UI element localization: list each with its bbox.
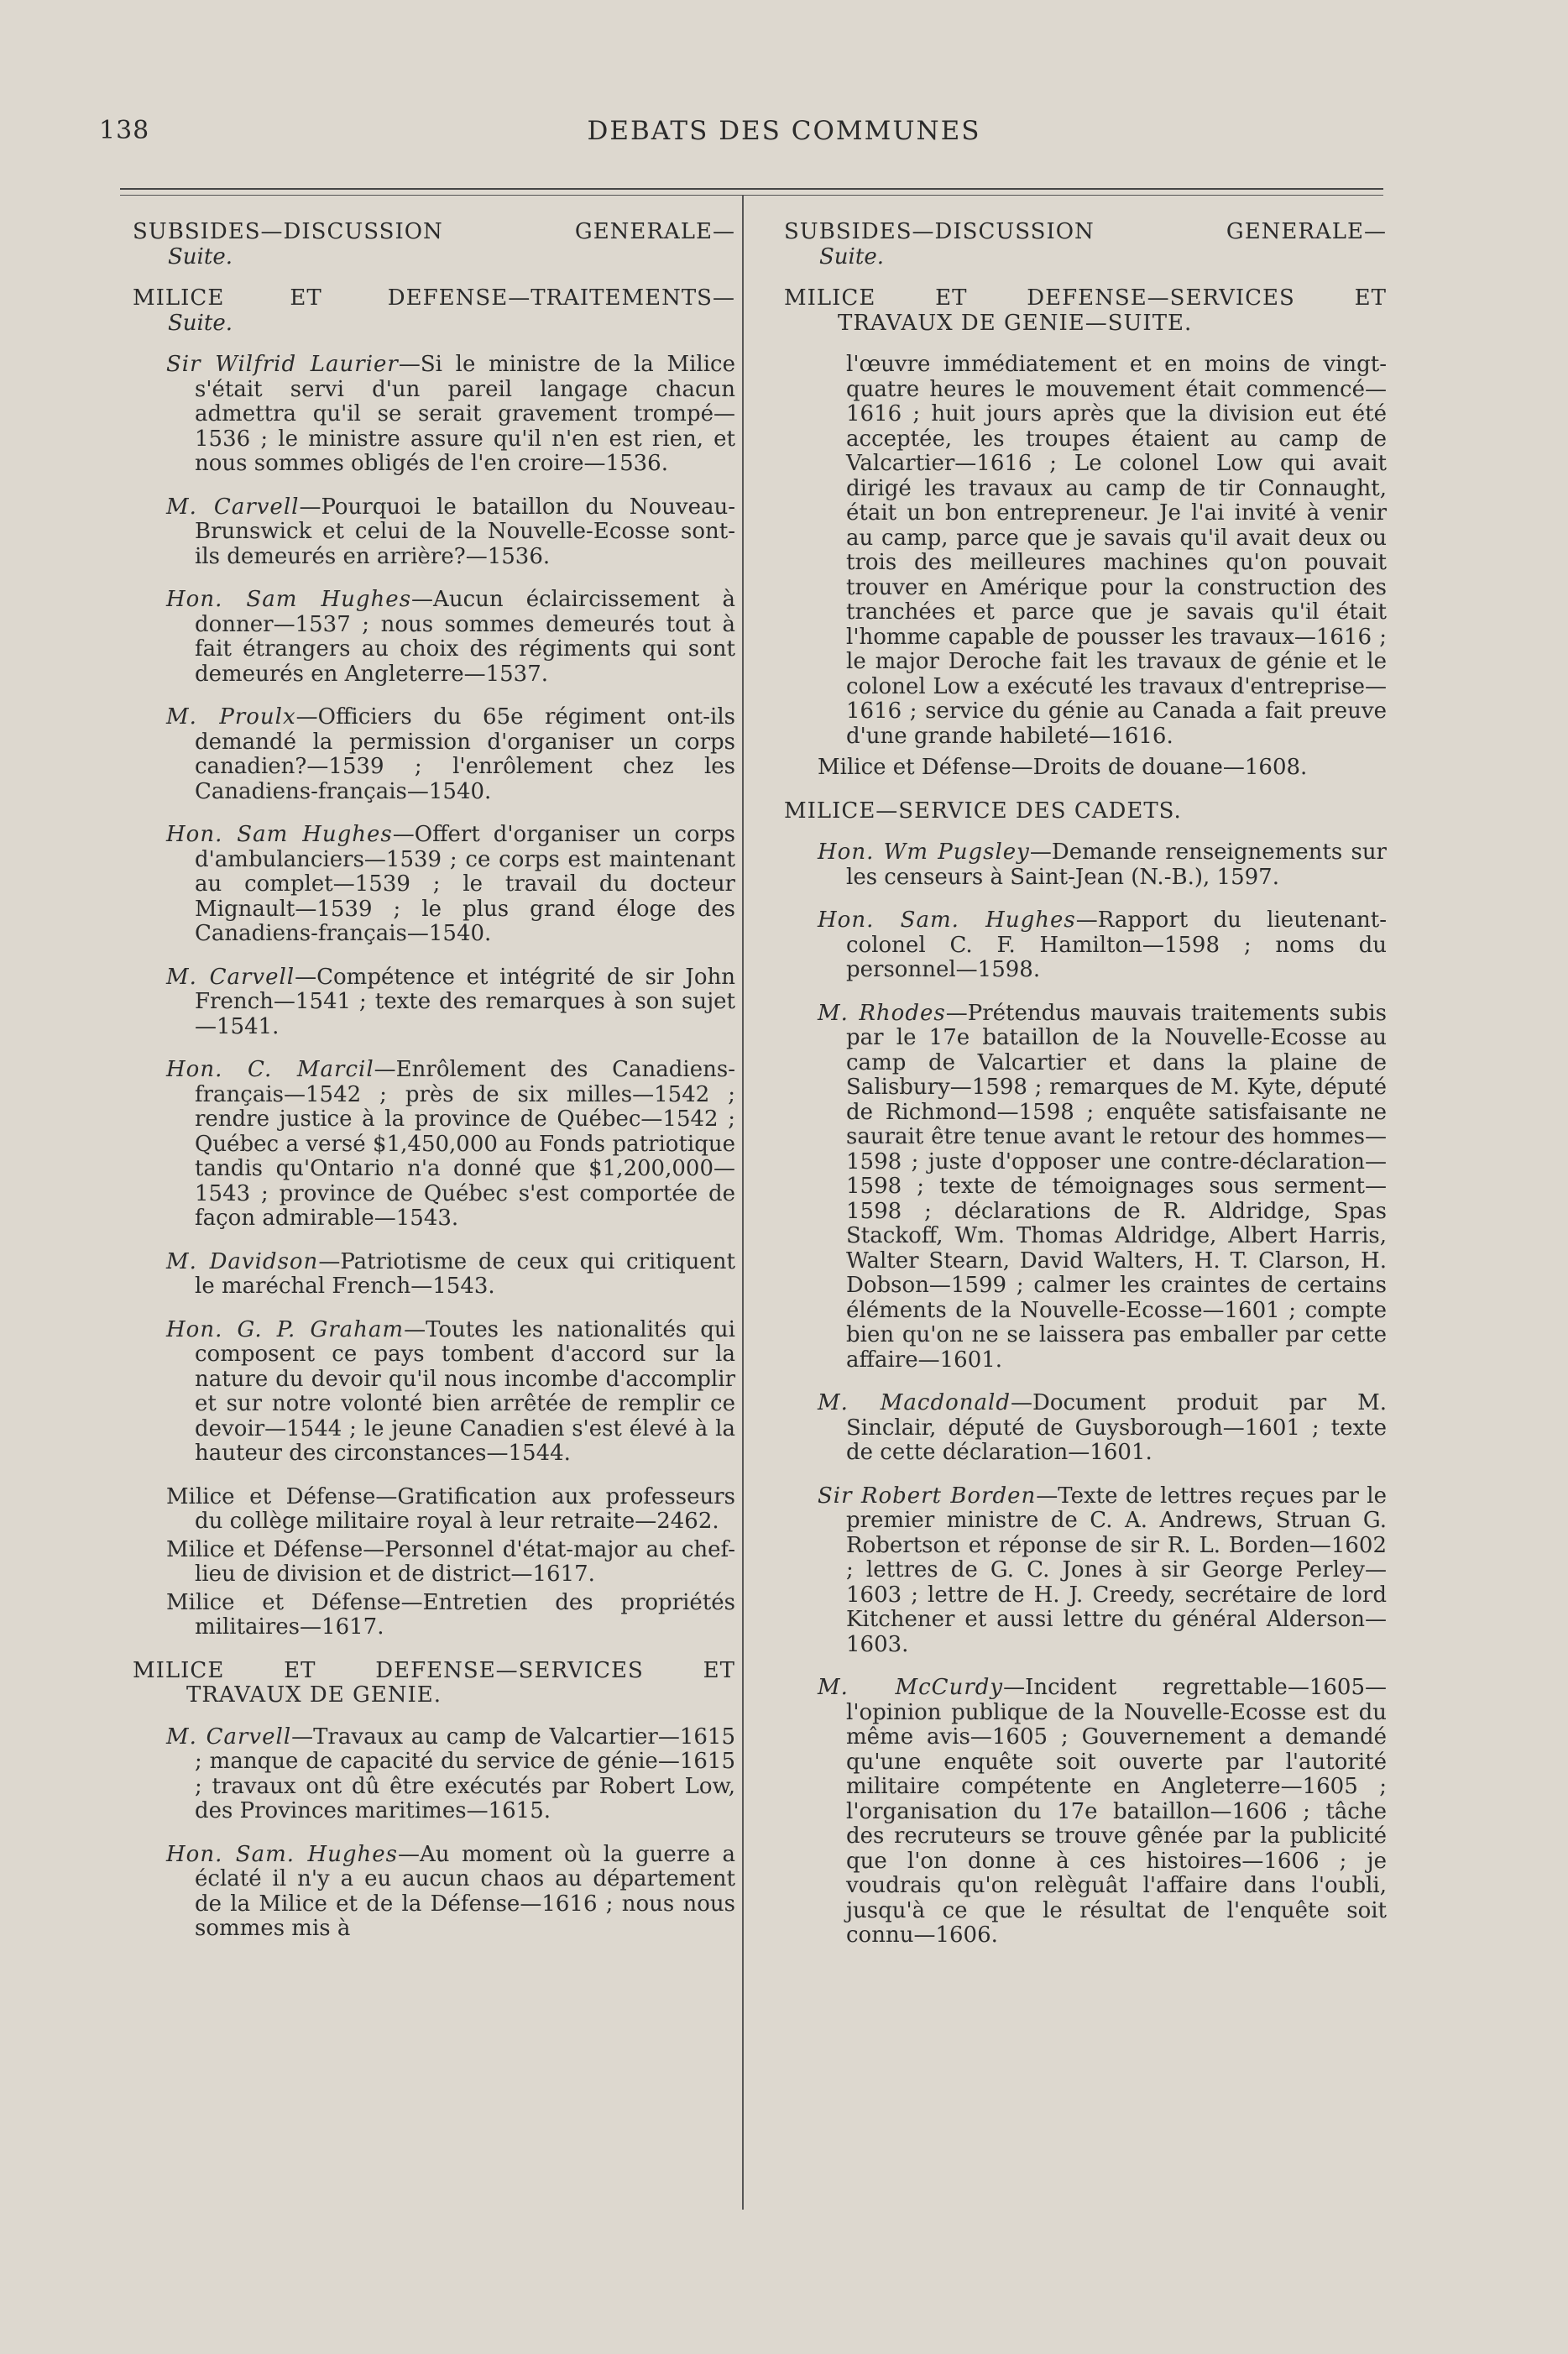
index-entry <box>133 705 735 804</box>
section-suite: Suite. <box>168 243 233 269</box>
entry-text: —Demande renseignements sur les censeurs à Saint-Jean (N.-B.), 1597. <box>846 840 1387 890</box>
section-heading <box>784 286 1387 336</box>
index-entry: Milice et Défense—Personnel d'état-major au chef-lieu de division et de district—1617. <box>166 1536 735 1587</box>
header-rule-thin <box>120 195 1383 196</box>
entry-text: —Compétence et intégrité de sir John French—1541 ; texte des remarques à son sujet—1541. <box>195 964 735 1039</box>
continued-entry-text: l'œuvre immédiatement et en moins de vingt-quatre heures le mouvement était commencé—1616 ; huit jours après que la division eut été acceptée, les troupes étaient au camp de Valcartier—1616 ; Le colonel Low qui avait dirigé les travaux au camp de tir Connaught, était un bon entrepreneur. Je l'ai invité à venir au camp, parce que je savais qu'il avait deux ou trois des meilleures machines qu'on pouvait trouver en Amérique pour la construction des tranchées et parce que je savais qu'il était l'homme capable de pousser les travaux—1616 ; le major Deroche fait les travaux de génie et le colonel Low a exécuté les travaux d'entreprise—1616 ; service du génie au Canada a fait preuve d'une grande habileté—1616. <box>846 352 1387 749</box>
index-entry <box>133 965 735 1040</box>
index-entry <box>133 823 735 947</box>
section-heading <box>133 286 735 336</box>
speaker-name: Sir Robert Borden <box>818 1483 1037 1509</box>
speaker-name: M. Davidson <box>166 1248 319 1274</box>
section-heading <box>784 799 1387 824</box>
entry-text: —Enrôlement des Canadiens-français—1542 ; près de six milles—1542 ; rendre justice à la province de Québec—1542 ; Québec a versé $1,450,000 au Fonds patriotique tandis qu'Ontario n'a donné que $1,200,000—1543 ; province de Québec s'est comportée de façon admirable—1543. <box>195 1057 735 1231</box>
page-number: 138 <box>99 116 150 145</box>
speaker-name: Hon. Sam. Hughes <box>166 1841 398 1867</box>
entry-text: —Si le ministre de la Milice s'était servi d'un pareil langage chacun admettra qu'il se serait gravement trompé—1536 ; le ministre assure qu'il n'en est rien, et nous sommes obligés de l'en croire—1536. <box>195 352 735 476</box>
speaker-name: Hon. Sam Hughes <box>166 587 412 612</box>
speaker-name: M. Carvell <box>166 964 295 990</box>
index-entry <box>133 1058 735 1232</box>
index-entry <box>133 1843 735 1942</box>
entry-text: —Offert d'organiser un corps d'ambulanciers—1539 ; ce corps est maintenant au complet—1539 ; le travail du docteur Mignault—1539 ; le plus grand éloge des Canadiens-français—1540. <box>195 822 736 946</box>
index-entry: Milice et Défense—Gratification aux professeurs du collège militaire royal à leur retraite—2462. <box>166 1483 735 1534</box>
index-entry <box>133 1725 735 1824</box>
speaker-name: M. Carvell <box>166 1724 292 1750</box>
section-title: SUBSIDES—DISCUSSION GENERALE— <box>784 219 1387 244</box>
header-rule <box>120 188 1383 190</box>
index-entry <box>133 1250 735 1300</box>
section-title-line2: TRAVAUX DE GENIE. <box>186 1682 442 1708</box>
index-entry: Milice et Défense—Entretien des propriétés militaires—1617. <box>166 1589 735 1640</box>
index-entry: Milice et Défense—Droits de douane—1608. <box>818 755 1308 780</box>
entry-text: —Travaux au camp de Valcartier—1615 ; manque de capacité du service de génie—1615 ; travaux ont dû être exécutés par Robert Low, des Provinces maritimes—1615. <box>195 1724 735 1823</box>
index-entry <box>784 1676 1387 1949</box>
section-suite: Suite. <box>168 310 233 336</box>
left-column <box>133 220 735 1960</box>
entry-text: —Incident regrettable—1605—l'opinion publique de la Nouvelle-Ecosse est du même avis—1605 ; Gouvernement a demandé qu'une enquête soit ouverte par l'autorité militaire compétente en Angleterre—1605 ; l'organisation du 17e bataillon—1606 ; tâche des recruteurs se trouve gênée par la publicité que l'on donne à ces histoires—1606 ; je voudrais qu'on relèguât l'affaire dans l'oubli, jusqu'à ce que le résultat de l'enquête soit connu—1606. <box>846 1675 1387 1948</box>
speaker-name: Hon. Sam Hughes <box>166 822 393 847</box>
entry-text: —Toutes les nationalités qui composent ce pays tombent d'accord sur la nature du devoir qu'il nous incombe d'accomplir et sur notre volonté bien arrêtée de remplir ce devoir—1544 ; le jeune Canadien s'est élevé à la hauteur des circonstances—1544. <box>195 1316 735 1466</box>
speaker-name: M. McCurdy <box>818 1675 1004 1700</box>
section-heading <box>133 1659 735 1708</box>
section-title-line2: TRAVAUX DE GENIE—SUITE. <box>838 310 1193 336</box>
index-entry <box>133 353 735 477</box>
index-entry <box>784 1484 1387 1658</box>
index-entry <box>784 840 1387 890</box>
entry-text: —Pourquoi le bataillon du Nouveau-Brunswick et celui de la Nouvelle-Ecosse sont-ils demeurés en arrière?—1536. <box>195 494 735 569</box>
speaker-name: M. Proulx <box>166 704 296 730</box>
speaker-name: M. Carvell <box>166 494 300 520</box>
speaker-name: Hon. Wm Pugsley <box>818 840 1030 865</box>
index-entry <box>784 908 1387 983</box>
column-divider <box>742 195 744 2210</box>
entry-text: —Aucun éclaircissement à donner—1537 ; nous sommes demeurés tout à fait étrangers au choix des régiments qui sont demeurés en Angleterre—1537. <box>195 587 736 687</box>
section-heading <box>133 220 735 269</box>
speaker-name: M. Macdonald <box>818 1390 1011 1415</box>
entry-text: —Texte de lettres reçues par le premier ministre de C. A. Andrews, Struan G. Robertson et réponse de sir R. L. Borden—1602 ; lettres de G. C. Jones à sir George Perley—1603 ; lettre de H. J. Creedy, secrétaire de lord Kitchener et aussi lettre du général Alderson—1603. <box>846 1483 1387 1657</box>
entry-text: —Document produit par M. Sinclair, député de Guysborough—1601 ; texte de cette déclaration—1601. <box>846 1390 1388 1465</box>
section-title-line1: MILICE ET DEFENSE—SERVICES ET <box>133 1657 735 1683</box>
section-title: SUBSIDES—DISCUSSION GENERALE— <box>133 219 735 244</box>
index-entry <box>133 1318 735 1467</box>
section-title: MILICE ET DEFENSE—TRAITEMENTS— <box>133 285 735 311</box>
entry-text: —Prétendus mauvais traitements subis par le 17e bataillon de la Nouvelle-Ecosse au camp de Valcartier et dans la plaine de Salisbury—1598 ; remarques de M. Kyte, député de Richmond—1598 ; enquête satisfaisante ne saurait être tenue avant le retour des hommes—1598 ; juste d'opposer une contre-déclaration—1598 ; texte de témoignages sous serment—1598 ; déclarations de R. Aldridge, Spas Stackoff, Wm. Thomas Aldridge, Albert Harris, Walter Stearn, David Walters, H. T. Clarson, H. Dobson—1599 ; calmer les craintes de certains éléments de la Nouvelle-Ecosse—1601 ; compte bien qu'on ne se laissera pas emballer par cette affaire—1601. <box>846 1000 1387 1373</box>
speaker-name: M. Rhodes <box>818 1000 946 1026</box>
section-suite: Suite. <box>819 243 884 269</box>
page-title: DEBATS DES COMMUNES <box>587 116 981 146</box>
speaker-name: Hon. G. P. Graham <box>166 1316 405 1342</box>
speaker-name: Hon. C. Marcil <box>166 1057 374 1082</box>
index-entry <box>133 495 735 570</box>
index-entry <box>784 1002 1387 1373</box>
entry-text: —Rapport du lieutenant-colonel C. F. Hamilton—1598 ; noms du personnel—1598. <box>846 908 1387 982</box>
index-entry <box>133 588 735 687</box>
section-heading <box>784 220 1387 269</box>
right-column <box>784 220 1387 1967</box>
section-title: MILICE—SERVICE DES CADETS. <box>784 798 1182 824</box>
entry-text: —Au moment où la guerre a éclaté il n'y a eu aucun chaos au département de la Milice et de la Défense—1616 ; nous nous sommes mis à <box>195 1841 736 1941</box>
entry-text: —Patriotisme de ceux qui critiquent le maréchal French—1543. <box>195 1248 735 1299</box>
speaker-name: Hon. Sam. Hughes <box>818 908 1076 933</box>
section-title-line1: MILICE ET DEFENSE—SERVICES ET <box>784 285 1387 311</box>
entry-text: —Officiers du 65e régiment ont-ils demandé la permission d'organiser un corps canadien?—1539 ; l'enrôlement chez les Canadiens-français—1540. <box>195 704 736 804</box>
speaker-name: Sir Wilfrid Laurier <box>166 352 399 377</box>
index-entry <box>784 1391 1387 1466</box>
